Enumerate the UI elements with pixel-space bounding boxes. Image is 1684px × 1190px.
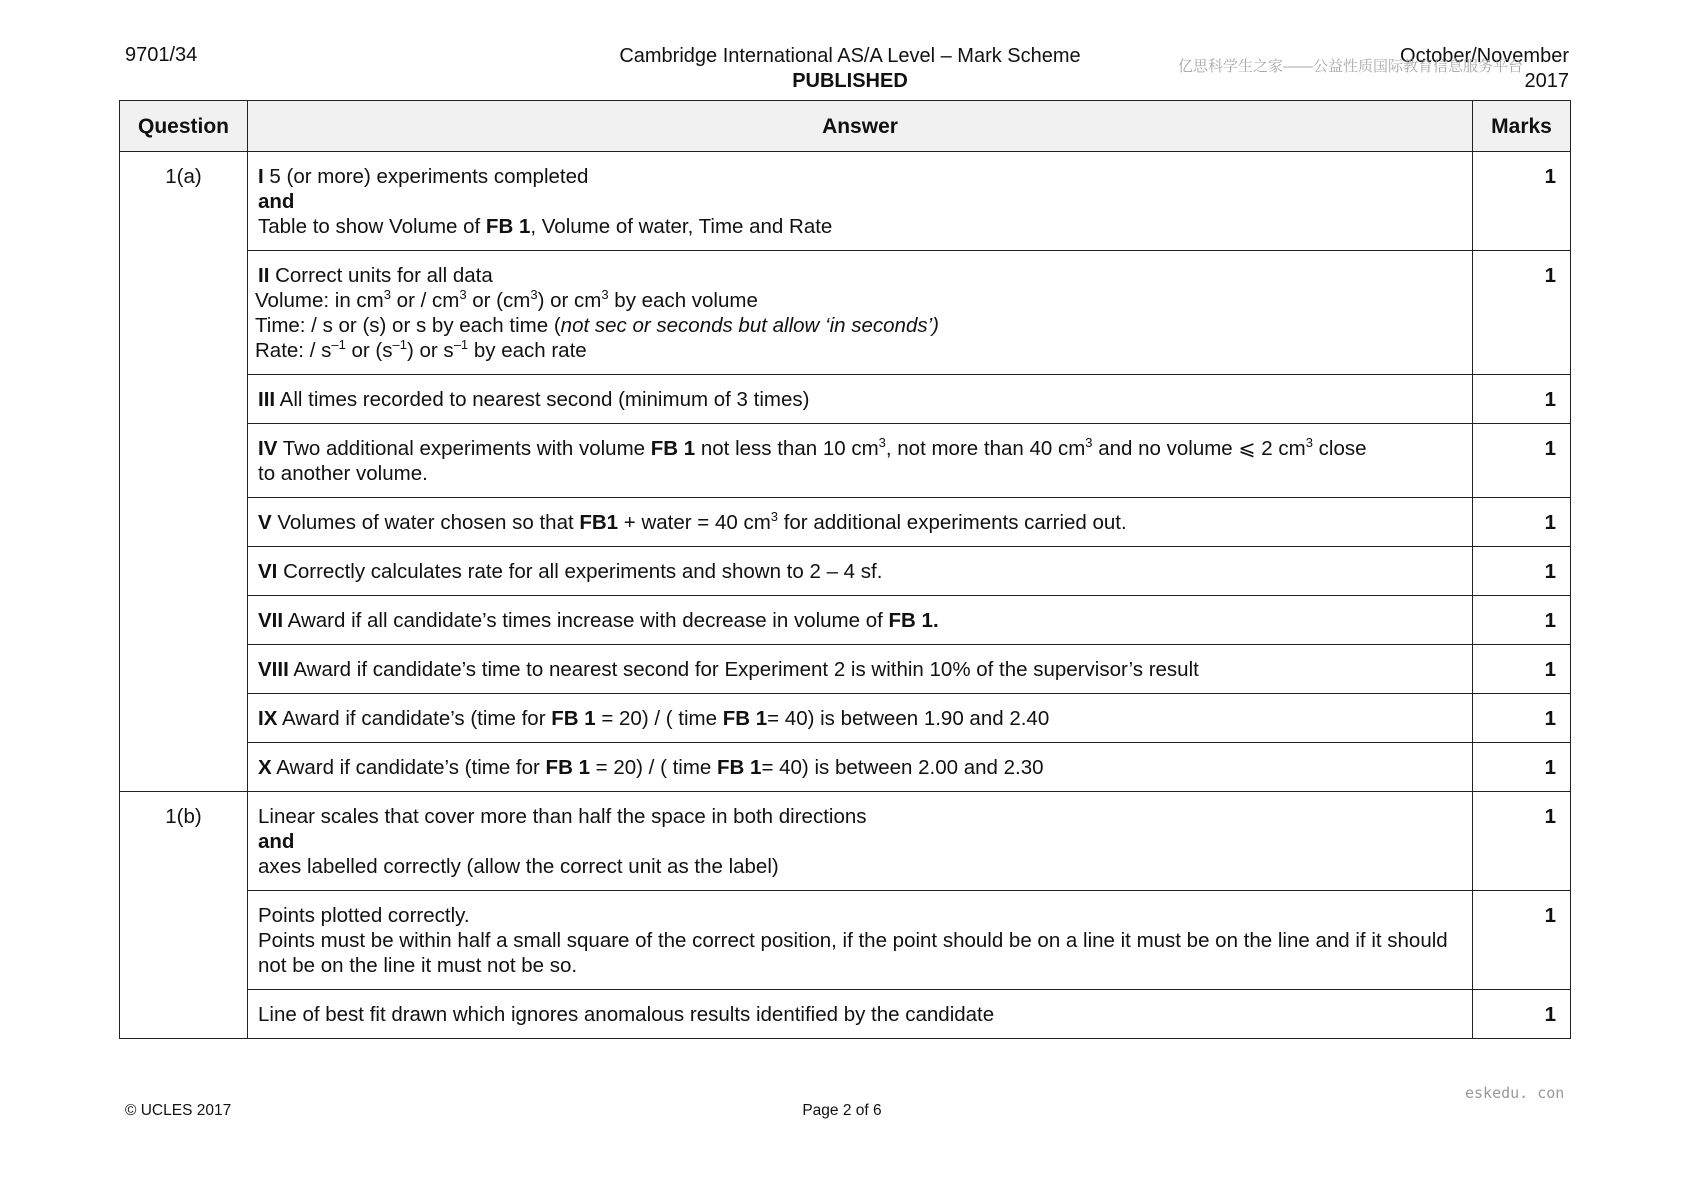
mark-value: 1 bbox=[1473, 251, 1571, 375]
mark-value: 1 bbox=[1473, 891, 1571, 990]
unit-text: or (cm bbox=[466, 289, 531, 312]
and-connector: and bbox=[258, 190, 295, 213]
answer-cell bbox=[248, 645, 1473, 694]
superscript: –1 bbox=[331, 337, 346, 352]
answer-cell bbox=[248, 743, 1473, 792]
solution-label: FB 1 bbox=[717, 756, 762, 779]
unit-text: ) or cm bbox=[537, 289, 602, 312]
answer-text: , Volume of water, Time and Rate bbox=[530, 215, 833, 238]
watermark-text: 亿思科学生之家——公益性质国际教育信息服务平台 bbox=[1178, 58, 1524, 75]
question-number: 1(a) bbox=[120, 152, 248, 792]
answer-text: and no volume ⩽ 2 cm bbox=[1092, 437, 1306, 460]
answer-text: Correct units for all data bbox=[269, 264, 493, 287]
superscript: –1 bbox=[392, 337, 407, 352]
session-label: October/November bbox=[1400, 45, 1569, 67]
mark-value: 1 bbox=[1473, 596, 1571, 645]
answer-text: to another volume. bbox=[258, 462, 428, 485]
answer-cell bbox=[248, 891, 1473, 990]
superscript: 3 bbox=[1085, 435, 1093, 450]
session-year: 2017 bbox=[1524, 70, 1569, 92]
document-title bbox=[540, 44, 1160, 94]
answer-column-header: Answer bbox=[248, 101, 1473, 152]
answer-text: Two additional experiments with volume bbox=[277, 437, 651, 460]
answer-text: Points must be within half a small square of the correct position, if the point should be on a line it must be on the line and if it should not be on the line it must not be so. bbox=[258, 929, 1448, 977]
volume-units-line bbox=[255, 288, 1462, 313]
answer-cell bbox=[248, 694, 1473, 743]
criterion-numeral: III bbox=[258, 388, 276, 411]
table-row bbox=[120, 596, 1571, 645]
answer-cell bbox=[248, 251, 1473, 375]
table-row bbox=[120, 694, 1571, 743]
answer-text: Award if all candidate’s times increase with decrease in volume of bbox=[283, 609, 889, 632]
mark-value: 1 bbox=[1473, 694, 1571, 743]
marks-column-header: Marks bbox=[1473, 101, 1571, 152]
answer-cell bbox=[248, 375, 1473, 424]
unit-text: or / cm bbox=[390, 289, 460, 312]
answer-text: = 40) is between 2.00 and 2.30 bbox=[761, 756, 1044, 779]
unit-text: by each rate bbox=[468, 339, 587, 362]
answer-text: = 40) is between 1.90 and 2.40 bbox=[767, 707, 1050, 730]
table-row bbox=[120, 792, 1571, 891]
solution-label: FB 1 bbox=[485, 215, 531, 238]
published-label: PUBLISHED bbox=[792, 70, 908, 92]
mark-value: 1 bbox=[1473, 424, 1571, 498]
answer-text: All times recorded to nearest second (minimum of 3 times) bbox=[275, 388, 810, 411]
footer-watermark: eskedu. con bbox=[1465, 1084, 1565, 1102]
and-connector: and bbox=[258, 830, 295, 853]
answer-cell bbox=[248, 792, 1473, 891]
table-row bbox=[120, 891, 1571, 990]
mark-value: 1 bbox=[1473, 498, 1571, 547]
superscript: 3 bbox=[459, 287, 467, 302]
table-row bbox=[120, 375, 1571, 424]
mark-value: 1 bbox=[1473, 645, 1571, 694]
question-column-header: Question bbox=[120, 101, 248, 152]
answer-text: Award if candidate’s (time for bbox=[271, 756, 546, 779]
mark-value: 1 bbox=[1473, 375, 1571, 424]
answer-text: , not more than 40 cm bbox=[885, 437, 1086, 460]
solution-label: FB 1 bbox=[545, 756, 590, 779]
superscript: 3 bbox=[383, 287, 391, 302]
table-row bbox=[120, 251, 1571, 375]
table-row bbox=[120, 990, 1571, 1039]
time-units-line bbox=[255, 313, 1462, 338]
page-number: Page 2 of 6 bbox=[802, 1102, 882, 1119]
superscript: 3 bbox=[601, 287, 609, 302]
superscript: 3 bbox=[530, 287, 538, 302]
answer-text: = 20) / ( time bbox=[589, 756, 718, 779]
unit-text: Volume: in cm bbox=[255, 289, 384, 312]
mark-scheme-table bbox=[119, 100, 1571, 1039]
mark-scheme-title: Cambridge International AS/A Level – Mark Scheme bbox=[619, 45, 1081, 67]
answer-text: Award if candidate’s (time for bbox=[277, 707, 552, 730]
unit-text: Time: / s or (s) or s by each time ( bbox=[255, 314, 561, 337]
answer-text: Award if candidate’s time to nearest second for Experiment 2 is within 10% of the supervisor’s result bbox=[288, 658, 1199, 681]
mark-value: 1 bbox=[1473, 743, 1571, 792]
table-row bbox=[120, 424, 1571, 498]
table-row bbox=[120, 498, 1571, 547]
solution-label: FB 1 bbox=[722, 707, 768, 730]
solution-label: FB 1. bbox=[888, 609, 939, 632]
criterion-numeral: I bbox=[258, 165, 264, 188]
paper-code: 9701/34 bbox=[125, 44, 198, 66]
mark-value: 1 bbox=[1473, 792, 1571, 891]
answer-text: Volumes of water chosen so that bbox=[271, 511, 580, 534]
answer-cell bbox=[248, 596, 1473, 645]
criterion-numeral: X bbox=[258, 756, 272, 779]
answer-text: close bbox=[1312, 437, 1367, 460]
rate-units-line bbox=[255, 338, 1462, 363]
solution-label: FB 1 bbox=[551, 707, 596, 730]
copyright: © UCLES 2017 bbox=[125, 1102, 232, 1119]
answer-text: = 20) / ( time bbox=[595, 707, 723, 730]
answer-text: Points plotted correctly. bbox=[258, 904, 470, 927]
answer-cell bbox=[248, 547, 1473, 596]
answer-cell bbox=[248, 152, 1473, 251]
solution-label: FB1 bbox=[579, 511, 619, 534]
superscript: 3 bbox=[770, 509, 779, 524]
table-row bbox=[120, 152, 1571, 251]
italic-note: not sec or seconds but allow ‘in seconds’) bbox=[560, 314, 939, 337]
solution-label: FB 1 bbox=[650, 437, 696, 460]
table-header-row bbox=[120, 101, 1571, 152]
mark-value: 1 bbox=[1473, 990, 1571, 1039]
answer-text: 5 (or more) experiments completed bbox=[263, 165, 589, 188]
answer-cell: Line of best fit drawn which ignores anomalous results identified by the candidate bbox=[248, 990, 1473, 1039]
superscript: 3 bbox=[878, 435, 886, 450]
question-number: 1(b) bbox=[120, 792, 248, 1039]
mark-value: 1 bbox=[1473, 152, 1571, 251]
mark-value: 1 bbox=[1473, 547, 1571, 596]
answer-text: Correctly calculates rate for all experiments and shown to 2 – 4 sf. bbox=[277, 560, 883, 583]
criterion-numeral: VIII bbox=[258, 658, 289, 681]
answer-text: for additional experiments carried out. bbox=[778, 511, 1127, 534]
answer-text: not less than 10 cm bbox=[695, 437, 879, 460]
table-row bbox=[120, 645, 1571, 694]
unit-text: ) or s bbox=[406, 339, 454, 362]
criterion-numeral: V bbox=[258, 511, 272, 534]
criterion-numeral: VI bbox=[258, 560, 278, 583]
criterion-numeral: IV bbox=[258, 437, 278, 460]
superscript: 3 bbox=[1305, 435, 1313, 450]
unit-text: or (s bbox=[345, 339, 393, 362]
answer-cell bbox=[248, 424, 1473, 498]
criterion-numeral: II bbox=[258, 264, 270, 287]
unit-text: by each volume bbox=[608, 289, 758, 312]
answer-text: Table to show Volume of bbox=[258, 215, 486, 238]
table-row bbox=[120, 547, 1571, 596]
criterion-numeral: IX bbox=[258, 707, 278, 730]
unit-text: Rate: / s bbox=[255, 339, 332, 362]
answer-text: + water = 40 cm bbox=[618, 511, 771, 534]
answer-text: axes labelled correctly (allow the correct unit as the label) bbox=[258, 855, 779, 878]
answer-text: Linear scales that cover more than half the space in both directions bbox=[258, 805, 867, 828]
criterion-numeral: VII bbox=[258, 609, 284, 632]
superscript: –1 bbox=[453, 337, 469, 352]
answer-cell bbox=[248, 498, 1473, 547]
table-row bbox=[120, 743, 1571, 792]
